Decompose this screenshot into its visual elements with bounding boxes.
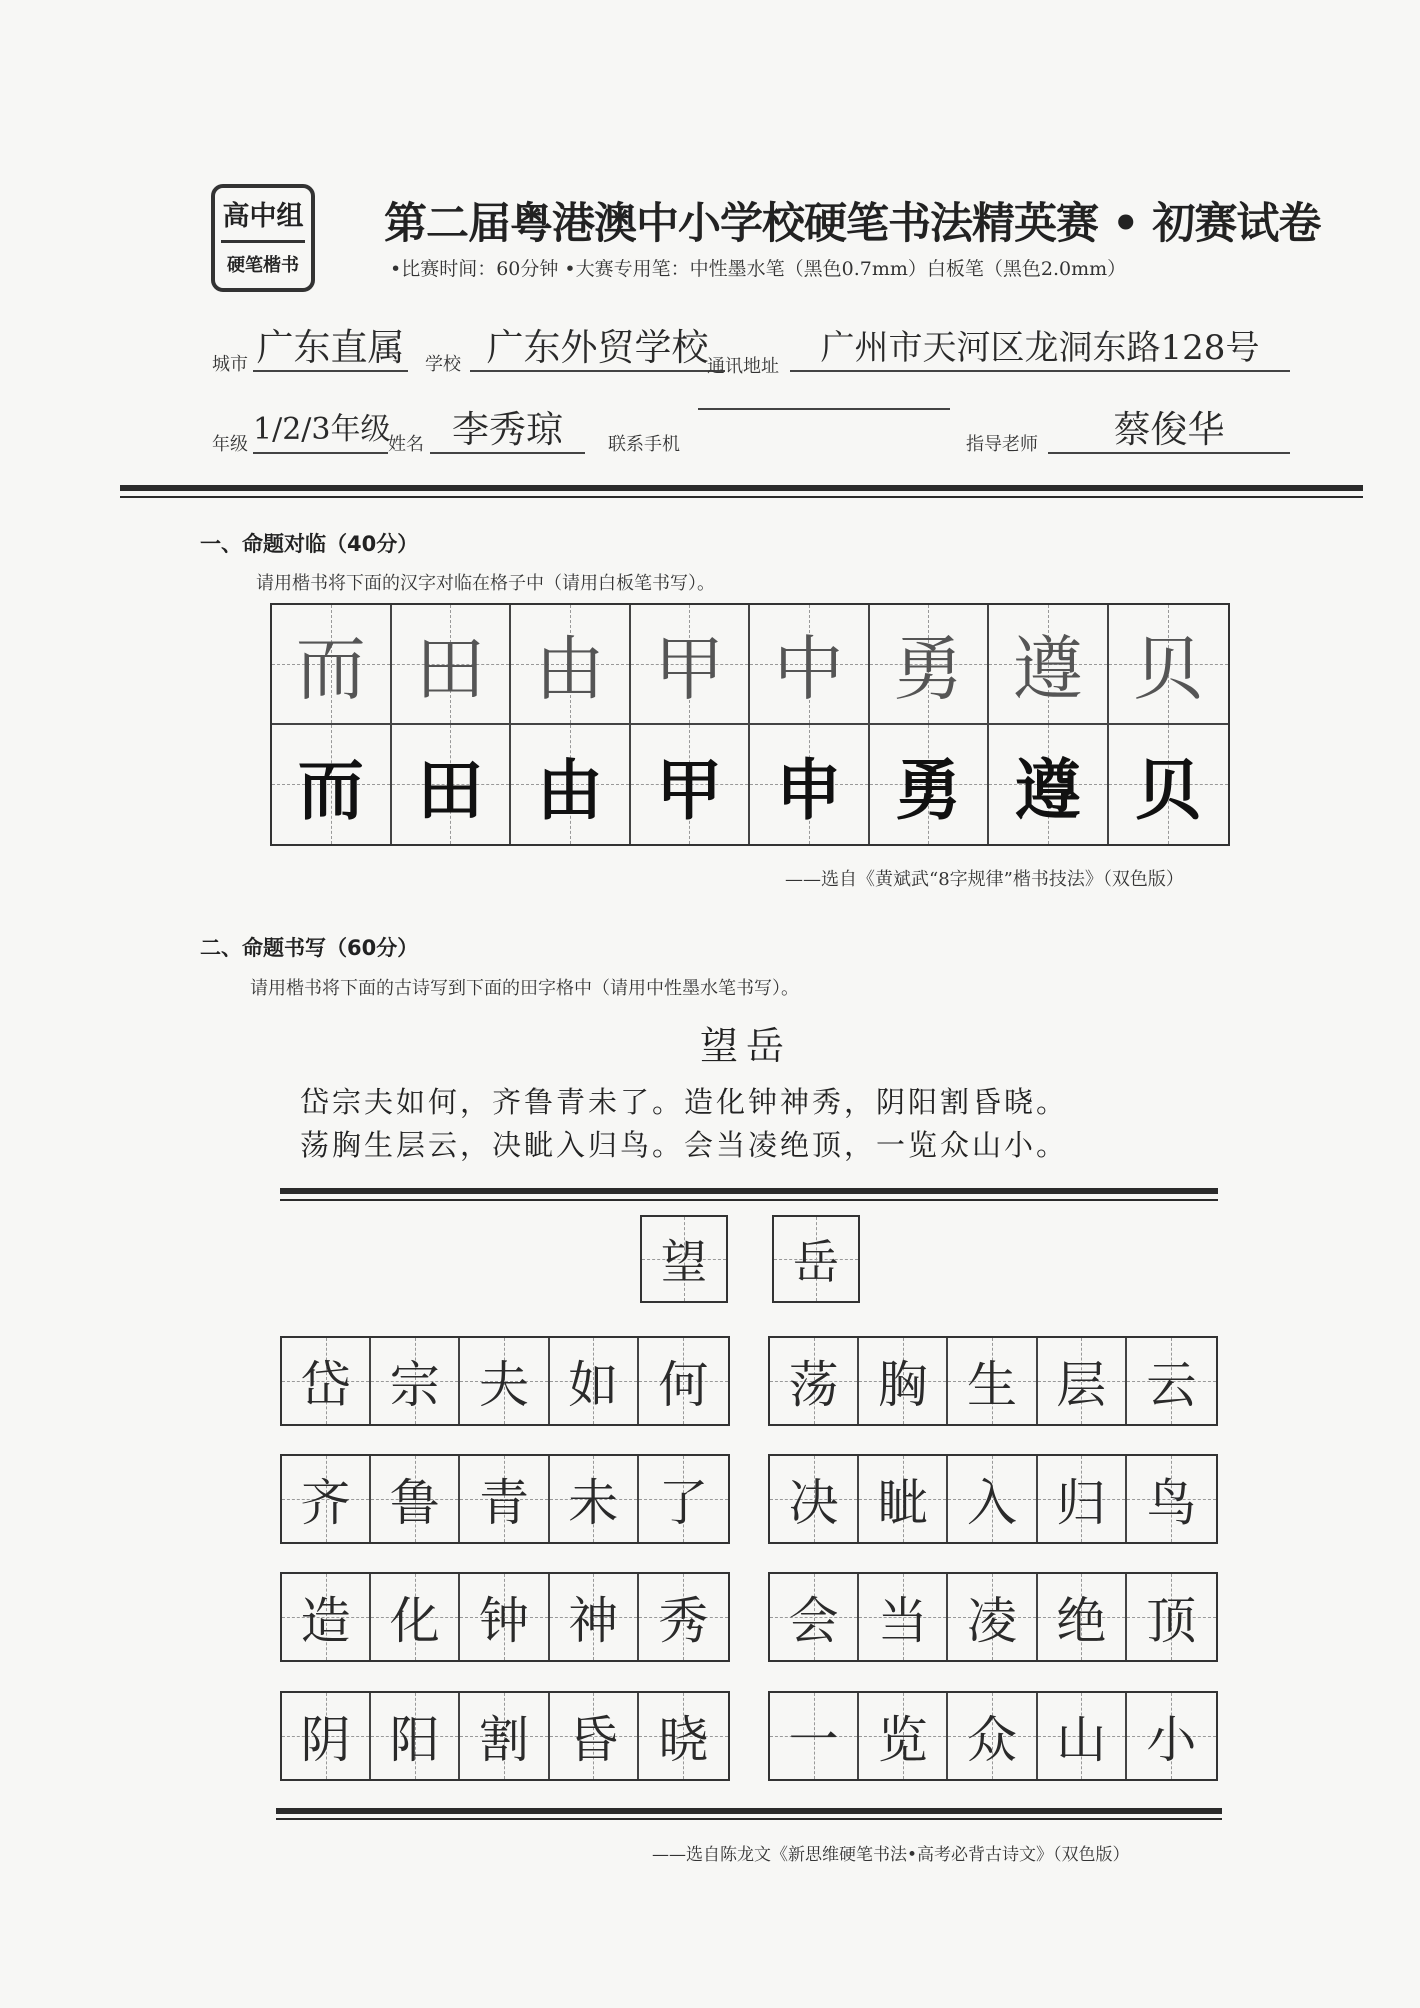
writing-cell[interactable]: [770, 1574, 859, 1660]
written-char-cell[interactable]: [272, 725, 392, 845]
city-label: 城市: [212, 354, 248, 375]
writing-cell[interactable]: [550, 1456, 639, 1542]
writing-cell[interactable]: [460, 1693, 549, 1779]
model-char-cell: [989, 605, 1109, 725]
badge-category-label: 硬笔楷书: [227, 255, 299, 276]
handwritten-char: 齐: [300, 1474, 351, 1532]
grade-label: 年级: [212, 434, 248, 455]
writing-cell[interactable]: [282, 1338, 371, 1424]
handwritten-char: 小: [1146, 1711, 1197, 1769]
writing-cell[interactable]: [460, 1456, 549, 1542]
written-char: 勇: [895, 750, 962, 829]
written-char-cell[interactable]: [631, 725, 751, 845]
handwritten-char: 生: [966, 1356, 1017, 1414]
model-char: 遵: [1012, 628, 1083, 711]
address-label: 通讯地址: [707, 356, 779, 377]
handwritten-char: 宗: [389, 1356, 440, 1414]
teacher-label: 指导老师: [966, 434, 1038, 455]
writing-cell[interactable]: [639, 1338, 728, 1424]
section2-title: 二、命题书写（60分）: [200, 936, 419, 960]
city-field[interactable]: 广东直属: [253, 326, 408, 372]
writing-grid-right-row-4: [768, 1691, 1218, 1781]
model-char-cell: [392, 605, 512, 725]
poem-title: 望岳: [700, 1024, 793, 1068]
poem-divider: [280, 1188, 1218, 1194]
name-label: 姓名: [388, 434, 424, 455]
phone-field[interactable]: [698, 408, 950, 410]
handwritten-char: 夫: [478, 1356, 529, 1414]
writing-cell[interactable]: [948, 1456, 1037, 1542]
model-char-cell: [870, 605, 990, 725]
writing-cell[interactable]: [371, 1693, 460, 1779]
writing-grid-right-row-2: [768, 1454, 1218, 1544]
handwritten-char: 割: [478, 1711, 529, 1769]
writing-cell[interactable]: [371, 1456, 460, 1542]
writing-cell[interactable]: [1127, 1693, 1216, 1779]
model-char: 田: [415, 628, 486, 711]
handwritten-char: 了: [658, 1474, 709, 1532]
model-char: 由: [534, 628, 605, 711]
section1-title: 一、命题对临（40分）: [200, 532, 419, 556]
writing-cell[interactable]: [859, 1693, 948, 1779]
writing-cell[interactable]: [770, 1456, 859, 1542]
writing-cell[interactable]: [282, 1574, 371, 1660]
writing-cell[interactable]: [460, 1338, 549, 1424]
writing-cell[interactable]: [1127, 1574, 1216, 1660]
writing-cell[interactable]: [859, 1456, 948, 1542]
school-label: 学校: [425, 354, 461, 375]
handwritten-char: 鲁: [389, 1474, 440, 1532]
writing-cell[interactable]: [1038, 1456, 1127, 1542]
written-char-cell[interactable]: [1109, 725, 1229, 845]
title-box-1[interactable]: [640, 1215, 728, 1303]
handwritten-char: 山: [1056, 1711, 1107, 1769]
writing-cell[interactable]: [460, 1574, 549, 1660]
handwritten-char: 归: [1056, 1474, 1107, 1532]
writing-cell[interactable]: [550, 1338, 639, 1424]
writing-cell[interactable]: [1038, 1338, 1127, 1424]
handwritten-char: 化: [389, 1592, 440, 1650]
writing-cell[interactable]: [948, 1338, 1037, 1424]
written-char-cell[interactable]: [989, 725, 1109, 845]
badge-group-label: 高中组: [222, 201, 304, 232]
handwritten-char: 阳: [389, 1711, 440, 1769]
school-field[interactable]: 广东外贸学校: [470, 326, 725, 372]
phone-label: 联系手机: [608, 434, 680, 455]
writing-cell[interactable]: [948, 1574, 1037, 1660]
handwritten-char: 青: [478, 1474, 529, 1532]
group-badge: [211, 184, 315, 292]
writing-cell[interactable]: [1038, 1693, 1127, 1779]
exam-subtitle: •比赛时间：60分钟 •大赛专用笔：中性墨水笔（黑色0.7mm）白板笔（黑色2.0mm）: [390, 258, 1127, 280]
handwritten-char: 一: [788, 1711, 839, 1769]
writing-cell[interactable]: [639, 1574, 728, 1660]
handwritten-char: 何: [658, 1356, 709, 1414]
address-field[interactable]: 广州市天河区龙洞东路128号: [790, 326, 1290, 372]
handwritten-char: 鸟: [1146, 1474, 1197, 1532]
writing-cell[interactable]: [859, 1338, 948, 1424]
handwritten-char: 顶: [1146, 1592, 1197, 1650]
handwritten-char: 钟: [478, 1592, 529, 1650]
title-char-1: 望: [661, 1235, 707, 1289]
model-char-cell: [511, 605, 631, 725]
handwritten-char: 昏: [568, 1711, 619, 1769]
writing-cell[interactable]: [282, 1693, 371, 1779]
handwritten-char: 层: [1056, 1356, 1107, 1414]
poem-line-2: 荡胸生层云，决眦入归鸟。会当凌绝顶，一览众山小。: [300, 1128, 1069, 1162]
writing-cell[interactable]: [639, 1693, 728, 1779]
title-box-2[interactable]: [772, 1215, 860, 1303]
writing-bottom-divider-thin: [276, 1818, 1222, 1820]
writing-grid-left-row-1: [280, 1336, 730, 1426]
model-char: 甲: [654, 628, 725, 711]
badge-divider: [221, 240, 305, 243]
written-char-cell[interactable]: [870, 725, 990, 845]
writing-cell[interactable]: [770, 1693, 859, 1779]
writing-cell[interactable]: [550, 1693, 639, 1779]
writing-cell[interactable]: [371, 1338, 460, 1424]
handwritten-char: 眦: [877, 1474, 928, 1532]
model-char: 中: [773, 628, 844, 711]
model-char-cell: [631, 605, 751, 725]
handwritten-char: 岱: [300, 1356, 351, 1414]
handwritten-char: 众: [966, 1711, 1017, 1769]
handwritten-char: 凌: [966, 1592, 1017, 1650]
model-char: 勇: [893, 628, 964, 711]
handwritten-char: 神: [568, 1592, 619, 1650]
writing-cell[interactable]: [859, 1574, 948, 1660]
teacher-field[interactable]: 蔡俊华: [1048, 408, 1290, 454]
handwritten-char: 阴: [300, 1711, 351, 1769]
handwritten-char: 绝: [1056, 1592, 1107, 1650]
model-char-cell: [1109, 605, 1229, 725]
writing-cell[interactable]: [550, 1574, 639, 1660]
writing-cell[interactable]: [770, 1338, 859, 1424]
handwritten-char: 会: [788, 1592, 839, 1650]
section2-source: ——选自陈龙文《新思维硬笔书法•高考必背古诗文》（双色版）: [652, 1845, 1130, 1865]
writing-cell[interactable]: [1038, 1574, 1127, 1660]
header-divider: [120, 485, 1363, 491]
written-char: 而: [297, 750, 364, 829]
written-char: 贝: [1135, 750, 1202, 829]
written-char: 田: [417, 750, 484, 829]
section1-instruction: 请用楷书将下面的汉字对临在格子中（请用白板笔书写）。: [256, 573, 715, 594]
model-char: 而: [295, 628, 366, 711]
model-char-cell: [272, 605, 392, 725]
model-char: 贝: [1133, 628, 1204, 711]
handwritten-char: 荡: [788, 1356, 839, 1414]
writing-grid-right-row-3: [768, 1572, 1218, 1662]
written-char: 遵: [1014, 750, 1081, 829]
written-char-cell[interactable]: [511, 725, 631, 845]
writing-cell[interactable]: [639, 1456, 728, 1542]
writing-grid-left-row-3: [280, 1572, 730, 1662]
header-divider-thin: [120, 496, 1363, 498]
model-char-cell: [750, 605, 870, 725]
handwritten-char: 晓: [658, 1711, 709, 1769]
poem-divider-thin: [280, 1199, 1218, 1201]
handwritten-char: 如: [568, 1356, 619, 1414]
written-char: 甲: [656, 750, 723, 829]
handwritten-char: 云: [1146, 1356, 1197, 1414]
poem-line-1: 岱宗夫如何，齐鲁青未了。造化钟神秀，阴阳割昏晓。: [300, 1085, 1069, 1119]
written-char-cell[interactable]: [392, 725, 512, 845]
writing-grid-right-row-1: [768, 1336, 1218, 1426]
handwritten-char: 未: [568, 1474, 619, 1532]
writing-cell[interactable]: [1127, 1456, 1216, 1542]
grade-field[interactable]: 1/2/3年级: [253, 408, 388, 454]
writing-grid-left-row-4: [280, 1691, 730, 1781]
writing-grid-left-row-2: [280, 1454, 730, 1544]
copy-grid: [270, 603, 1230, 846]
name-field[interactable]: 李秀琼: [430, 408, 585, 454]
handwritten-char: 胸: [877, 1356, 928, 1414]
handwritten-char: 览: [877, 1711, 928, 1769]
writing-cell[interactable]: [948, 1693, 1037, 1779]
handwritten-char: 造: [300, 1592, 351, 1650]
handwritten-char: 当: [877, 1592, 928, 1650]
exam-title: 第二届粤港澳中小学校硬笔书法精英赛 • 初赛试卷: [384, 199, 1321, 249]
section1-source: ——选自《黄斌武“8字规律”楷书技法》（双色版）: [785, 869, 1184, 890]
written-char-cell[interactable]: [750, 725, 870, 845]
writing-bottom-divider: [276, 1808, 1222, 1814]
handwritten-char: 决: [788, 1474, 839, 1532]
section2-instruction: 请用楷书将下面的古诗写到下面的田字格中（请用中性墨水笔书写）。: [250, 978, 799, 999]
writing-cell[interactable]: [282, 1456, 371, 1542]
writing-cell[interactable]: [371, 1574, 460, 1660]
written-char: 申: [775, 750, 842, 829]
handwritten-char: 秀: [658, 1592, 709, 1650]
writing-cell[interactable]: [1127, 1338, 1216, 1424]
title-char-2: 岳: [793, 1235, 839, 1289]
written-char: 由: [536, 750, 603, 829]
handwritten-char: 入: [966, 1474, 1017, 1532]
